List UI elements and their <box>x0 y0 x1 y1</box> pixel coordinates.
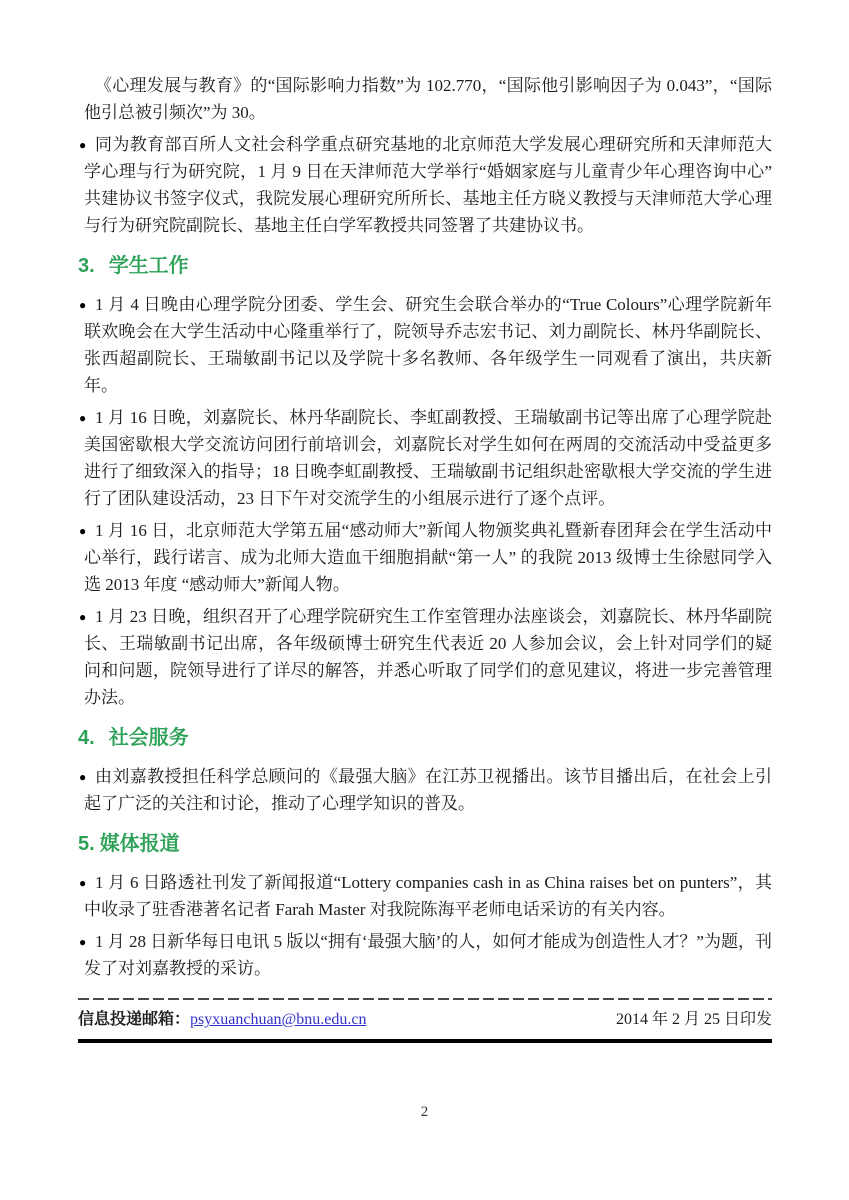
list-item <box>78 517 772 598</box>
section-heading-student-work <box>78 254 772 278</box>
list-item-text: 1 月 4 日晚由心理学院分团委、学生会、研究生会联合举办的“True Colours”心理学院新年联欢晚会在大学生活动中心隆重举行了，院领导乔志宏书记、刘力副院长、林丹华副院长、张西超副院长、王瑞敏副书记以及学院十多名教师、各年级学生一同观看了演出，共庆新年。 <box>84 295 772 395</box>
bullet-icon: ● <box>79 411 87 425</box>
bullet-icon: ● <box>79 138 87 152</box>
dashed-divider <box>78 998 772 1000</box>
bullet-icon: ● <box>79 298 87 312</box>
section-number: 4. <box>78 727 95 749</box>
list-item-text: 1 月 6 日路透社刊发了新闻报道“Lottery companies cash in as China raises bet on punters”，其中收录了驻香港著名记者 Farah Master 对我院陈海平老师电话采访的有关内容。 <box>84 873 772 919</box>
footer <box>78 998 772 1043</box>
page-number: 2 <box>420 1104 429 1120</box>
list-item-text: 同为教育部百所人文社会科学重点研究基地的北京师范大学发展心理研究所和天津师范大学心理与行为研究院，1 月 9 日在天津师范大学举行“婚姻家庭与儿童青少年心理咨询中心”共建协议书签字仪式，我院发展心理研究所所长、基地主任方晓义教授与天津师范大学心理与行为研究院副院长、基地主任白学军教授共同签署了共建协议书。 <box>84 135 772 235</box>
email-link[interactable]: psyxuanchuan@bnu.edu.cn <box>190 1011 367 1028</box>
list-item <box>78 291 772 399</box>
issue-date: 2014 年 2 月 25 日印发 <box>615 1011 772 1028</box>
list-item <box>78 869 772 923</box>
list-item <box>78 404 772 512</box>
bullet-icon: ● <box>79 610 87 624</box>
list-item <box>78 131 772 239</box>
footer-contact <box>78 1008 366 1032</box>
bullet-icon: ● <box>79 524 87 538</box>
list-item <box>78 928 772 982</box>
document-page <box>78 72 772 1043</box>
section-title: 社会服务 <box>108 727 189 749</box>
thick-rule <box>78 1039 772 1043</box>
list-item <box>78 603 772 711</box>
bullet-icon: ● <box>79 770 87 784</box>
list-item-text: 由刘嘉教授担任科学总顾问的《最强大脑》在江苏卫视播出。该节目播出后，在社会上引起了广泛的关注和讨论，推动了心理学知识的普及。 <box>84 767 772 813</box>
list-item-text: 1 月 28 日新华每日电讯 5 版以“拥有‘最强大脑’的人，如何才能成为创造性人才？”为题，刊发了对刘嘉教授的采访。 <box>84 932 772 978</box>
list-item-text: 1 月 23 日晚，组织召开了心理学院研究生工作室管理办法座谈会，刘嘉院长、林丹华副院长、王瑞敏副书记出席，各年级硕博士研究生代表近 20 人参加会议，会上针对同学们的疑问和问题，院领导进行了详尽的解答，并悉心听取了同学们的意见建议，将进一步完善管理办法。 <box>84 607 772 707</box>
section-heading-social-service <box>78 726 772 750</box>
section-number: 3. <box>78 255 95 277</box>
list-item <box>78 763 772 817</box>
section-number: 5. <box>78 833 95 855</box>
section-title: 媒体报道 <box>99 833 180 855</box>
section-title: 学生工作 <box>108 255 189 277</box>
contact-label: 信息投递邮箱： <box>78 1011 191 1028</box>
paragraph-continuation: 《心理发展与教育》的“国际影响力指数”为 102.770，“国际他引影响因子为 0.043”，“国际他引总被引频次”为 30。 <box>84 76 772 122</box>
list-item-text: 1 月 16 日晚，刘嘉院长、林丹华副院长、李虹副教授、王瑞敏副书记等出席了心理学院赴美国密歇根大学交流访问团行前培训会，刘嘉院长对学生如何在两周的交流活动中受益更多进行了细致深入的指导；18 日晚李虹副教授、王瑞敏副书记组织赴密歇根大学交流的学生进行了团队建设活动，23 日下午对交流学生的小组展示进行了逐个点评。 <box>84 408 772 508</box>
section-heading-media-report <box>78 832 772 856</box>
bullet-icon: ● <box>79 935 87 949</box>
bullet-icon: ● <box>79 876 87 890</box>
list-item-text: 1 月 16 日，北京师范大学第五届“感动师大”新闻人物颁奖典礼暨新春团拜会在学生活动中心举行，践行诺言、成为北师大造血干细胞捐献“第一人” 的我院 2013 级博士生徐慰同学入选 2013 年度 “感动师大”新闻人物。 <box>84 521 772 594</box>
